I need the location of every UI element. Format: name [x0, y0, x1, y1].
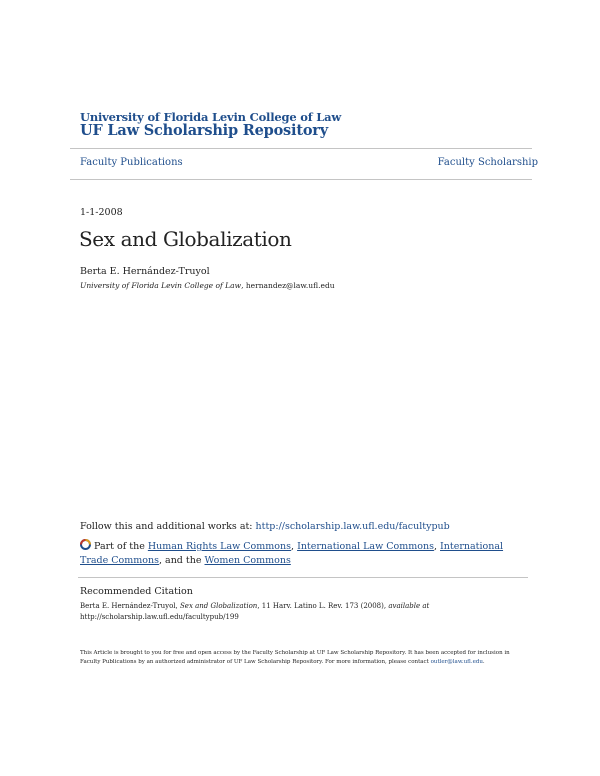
access-notice — [80, 649, 520, 667]
citation-title: Sex and Globalization — [180, 602, 258, 610]
article-title: Sex and Globalization — [79, 227, 292, 251]
citation-author: Berta E. Hernández-Truyol, — [80, 602, 180, 610]
part-of-conj: , and the — [158, 555, 205, 566]
follow-url-link[interactable]: http://scholarship.law.ufl.edu/facultypub — [255, 521, 450, 532]
citation-text — [80, 601, 522, 623]
top-rule — [70, 148, 532, 149]
human-rights-commons-link[interactable]: Human Rights Law Commons — [147, 541, 292, 552]
citation-rule — [78, 577, 528, 578]
international-trade-commons-link[interactable]: International Trade Commons — [80, 541, 504, 566]
citation-url: http://scholarship.law.ufl.edu/facultypub/199 — [80, 613, 239, 621]
notice-text: This Article is brought to you for free and open access by the Faculty Scholarship at UF Law Scholarship Repository. It has been accepted for inclusion in Faculty Publications by an authorized administrator of UF Law Scholarship Repository. For more information, please contact — [80, 650, 510, 665]
author-affiliation: University of Florida Levin College of Law, hernandez@law.ufl.edu — [80, 281, 335, 290]
women-commons-link[interactable]: Women Commons — [204, 555, 291, 566]
citation-available: available at — [388, 602, 430, 610]
follow-line — [80, 521, 450, 532]
contact-email-link[interactable]: outler@law.ufl.edu — [430, 659, 483, 665]
commons-icon — [80, 539, 91, 550]
affiliation-name: University of Florida Levin College of Law — [80, 281, 242, 290]
follow-prefix: Follow this and additional works at: — [80, 521, 256, 532]
notice-end: . — [482, 659, 485, 665]
faculty-scholarship-link[interactable]: Faculty Scholarship — [437, 157, 538, 168]
author-name: Berta E. Hernández-Truyol — [80, 266, 210, 277]
repository-name[interactable]: UF Law Scholarship Repository — [80, 122, 328, 139]
part-of-prefix: Part of the — [94, 541, 148, 552]
nav-rule — [70, 179, 532, 180]
institution-name[interactable]: University of Florida Levin College of Law — [80, 110, 342, 124]
faculty-publications-link[interactable]: Faculty Publications — [80, 157, 183, 168]
international-law-commons-link[interactable]: International Law Commons — [297, 541, 434, 552]
author-email: hernandez@law.ufl.edu — [245, 281, 335, 290]
citation-rest: , 11 Harv. Latino L. Rev. 173 (2008), — [257, 602, 389, 610]
recommended-citation-heading: Recommended Citation — [80, 586, 193, 597]
part-of-line: Part of the Human Rights Law Commons, International Law Commons, International Trade Commons, and the Women Commons — [80, 541, 504, 566]
publication-date: 1-1-2008 — [80, 207, 123, 218]
